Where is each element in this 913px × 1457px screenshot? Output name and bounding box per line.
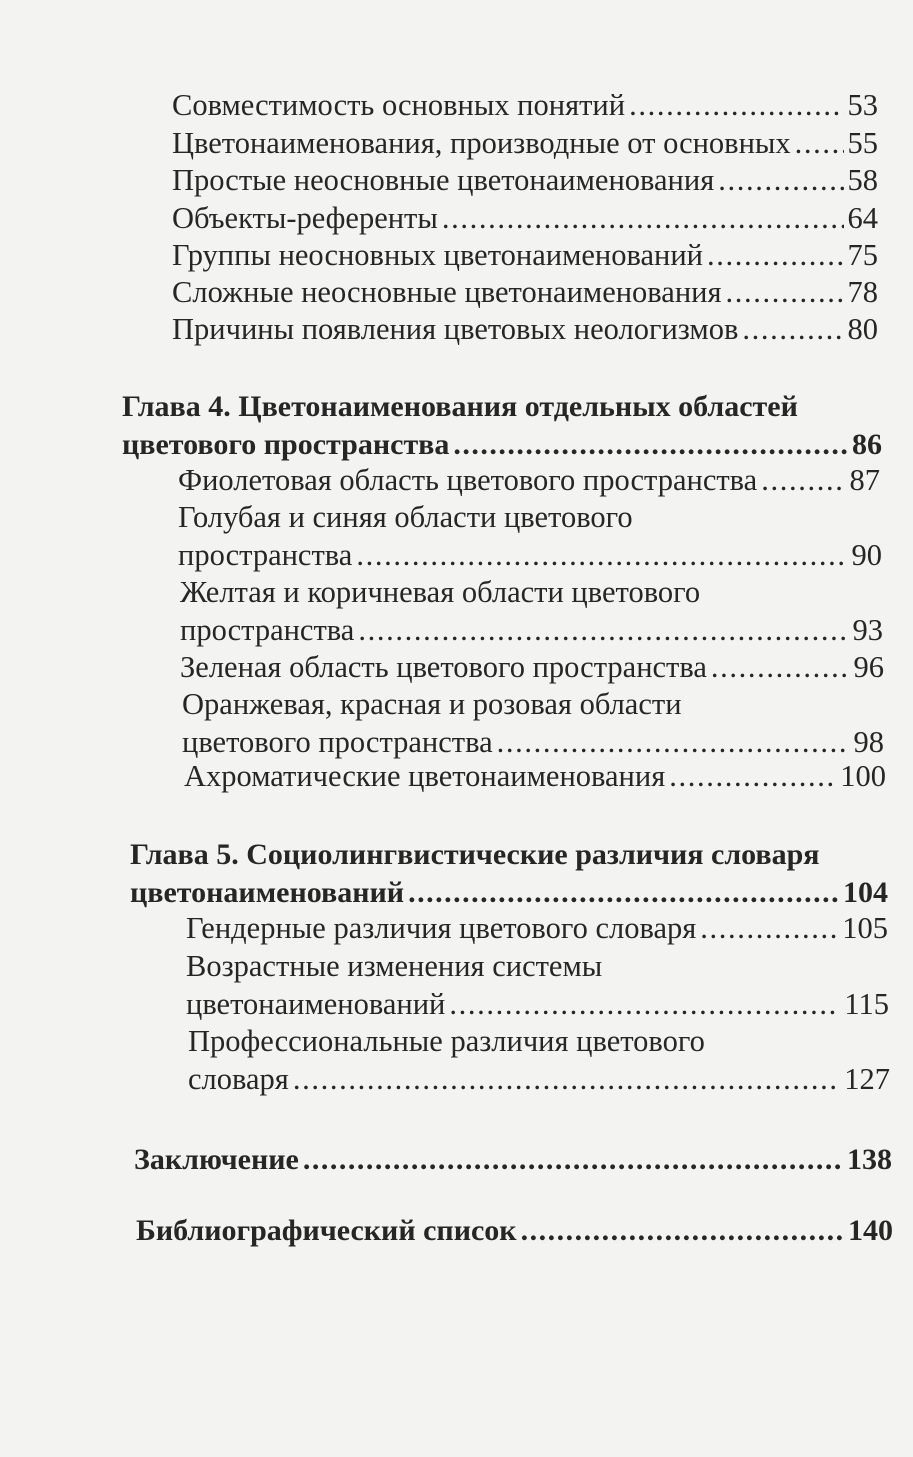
toc-leader-dots: [358, 611, 848, 649]
toc-chapter: [130, 836, 888, 912]
toc-entry: [186, 947, 889, 1023]
toc-entry: [180, 648, 884, 686]
toc-entry-title-line2: словаря: [188, 1062, 289, 1096]
toc-leader-dots: [761, 461, 845, 499]
toc-entry: [172, 161, 878, 199]
toc-leader-dots: [303, 1141, 843, 1179]
toc-entry-title: Простые неосновные цветонаименования: [172, 163, 715, 197]
toc-chapter-title: Заключение: [134, 1143, 299, 1176]
toc-entry: [172, 199, 878, 237]
toc-entry: [188, 1022, 890, 1098]
toc-chapter-title-line1: Глава 4. Цветонаименования отдельных областей: [122, 390, 798, 423]
toc-entry-title: Фиолетовая область цветового пространства: [178, 463, 758, 497]
toc-entry-page: 140: [848, 1214, 893, 1247]
toc-entry: [172, 124, 878, 162]
toc-entry-title-line2: пространства: [178, 538, 353, 572]
toc-entry-title-line2: цветонаименований: [186, 987, 446, 1021]
toc-entry-title-line2: цветового пространства: [182, 725, 493, 759]
toc-leader-dots: [408, 874, 839, 912]
toc-entry-page: 96: [853, 650, 884, 684]
toc-entry-page: 78: [847, 275, 878, 309]
toc-leader-dots: [497, 723, 850, 761]
toc-chapter-title-line2: цветового пространства: [122, 428, 450, 461]
toc-entry-title: Объекты-референты: [172, 201, 438, 235]
toc-entry-page: 87: [849, 463, 880, 497]
toc-entry: [172, 236, 878, 274]
toc-entry-title: Группы неосновных цветонаименований: [172, 238, 703, 272]
toc-entry-page: 75: [847, 238, 878, 272]
toc-chapter: [136, 1212, 893, 1250]
toc-entry: [172, 86, 878, 124]
toc-entry-page: 55: [847, 126, 878, 160]
toc-entry-page: 98: [853, 725, 884, 759]
toc-entry-page: 86: [852, 428, 882, 461]
toc-leader-dots: [629, 86, 843, 124]
toc-leader-dots: [442, 199, 844, 237]
toc-leader-dots: [707, 236, 844, 274]
toc-leader-dots: [726, 273, 844, 311]
toc-entry-title: Сложные неосновные цветонаименования: [172, 275, 722, 309]
toc-chapter-title-line1: Глава 5. Социолингвистические различия словаря: [130, 838, 820, 871]
toc-entry-page: 105: [842, 911, 888, 945]
toc-entry: [172, 273, 878, 311]
toc-leader-dots: [795, 124, 844, 162]
toc-entry: [178, 461, 880, 499]
toc-entry-page: 58: [847, 163, 878, 197]
toc-leader-dots: [711, 648, 850, 686]
toc-entry-title: Ахроматические цветонаименования: [184, 759, 666, 793]
toc-entry: [182, 685, 884, 761]
toc-entry-page: 80: [847, 312, 878, 346]
toc-entry-title-line2: пространства: [180, 613, 355, 647]
toc-entry-title-line1: Голубая и синяя области цветового: [178, 500, 633, 534]
toc-leader-dots: [293, 1060, 840, 1098]
toc-chapter-title: Библиографический список: [136, 1214, 517, 1247]
toc-entry: [172, 310, 878, 348]
toc-entry-title-line1: Оранжевая, красная и розовая области: [182, 687, 682, 721]
toc-leader-dots: [700, 909, 838, 947]
toc-entry-title: Совместимость основных понятий: [172, 88, 626, 122]
toc-entry-page: 93: [852, 613, 883, 647]
toc-entry-title-line1: Профессиональные различия цветового: [188, 1024, 705, 1058]
toc-leader-dots: [521, 1212, 844, 1250]
toc-entry-page: 64: [847, 201, 878, 235]
toc-entry-page: 138: [847, 1143, 892, 1176]
toc-chapter: [134, 1141, 892, 1179]
toc-entry-page: 127: [844, 1062, 890, 1096]
toc-entry-title: Причины появления цветовых неологизмов: [172, 312, 739, 346]
toc-leader-dots: [742, 310, 843, 348]
toc-chapter-title-line2: цветонаименований: [130, 876, 405, 909]
toc-leader-dots: [669, 757, 836, 795]
toc-entry-page: 104: [843, 876, 888, 909]
toc-entry-title-line1: Возрастные изменения системы: [186, 949, 603, 983]
toc-leader-dots: [718, 161, 843, 199]
toc-entry-title: Цветонаименования, производные от основных: [172, 126, 791, 160]
toc-entry-title: Зеленая область цветового пространства: [180, 650, 707, 684]
toc-entry-title: Гендерные различия цветового словаря: [186, 911, 697, 945]
toc-leader-dots: [356, 536, 847, 574]
toc-entry-title-line1: Желтая и коричневая области цветового: [180, 575, 701, 609]
toc-entry-page: 115: [844, 987, 889, 1021]
toc-leader-dots: [453, 426, 848, 464]
toc-entry-page: 53: [847, 88, 878, 122]
toc-leader-dots: [449, 985, 840, 1023]
toc-entry: [184, 757, 886, 795]
toc-entry: [178, 498, 882, 574]
toc-entry-page: 90: [851, 538, 882, 572]
toc-entry: [180, 573, 883, 649]
toc-entry: [186, 909, 888, 947]
toc-chapter: [122, 388, 882, 464]
toc-entry-page: 100: [840, 759, 886, 793]
